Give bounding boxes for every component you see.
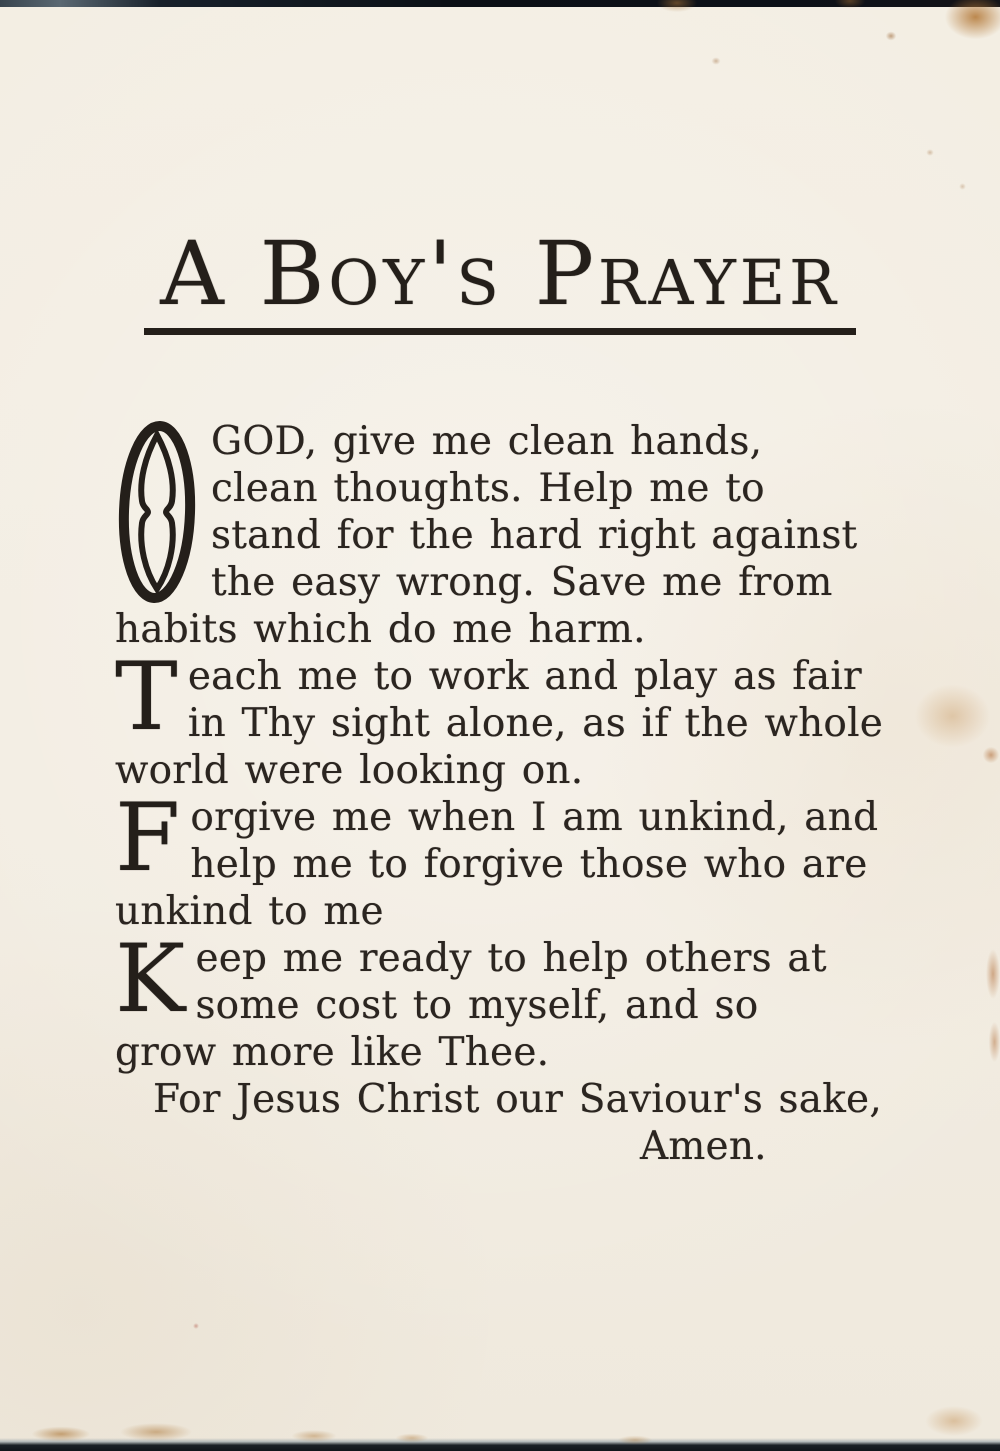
foxing-stain: [710, 56, 722, 66]
foxing-stain: [958, 182, 967, 191]
prayer-line: eep me ready to help others at: [195, 936, 827, 981]
prayer-line: clean thoughts. Help me to: [211, 466, 765, 511]
ornamental-o-initial: [117, 421, 197, 604]
title-block: [0, 222, 1000, 335]
scan-edge-top: [0, 0, 1000, 7]
prayer-text: [115, 418, 954, 1170]
prayer-line: some cost to myself, and so: [195, 983, 759, 1028]
prayer-line: unkind to me: [115, 889, 384, 934]
scan-edge-bottom: [0, 1438, 1000, 1451]
prayer-paragraph-4: [115, 925, 954, 1076]
amen-line: Amen.: [640, 1124, 767, 1169]
closing-line: For Jesus Christ our Saviour's sake,: [153, 1077, 882, 1122]
foxing-stain: [980, 744, 1000, 766]
drop-cap-initial: K: [115, 925, 186, 1034]
prayer-paragraph-2: [115, 643, 954, 794]
page-title: A Boy's Prayer: [144, 230, 856, 335]
prayer-line: in Thy sight alone, as if the whole: [187, 701, 884, 746]
prayer-line: stand for the hard right against: [211, 513, 858, 558]
prayer-line: grow more like Thee.: [115, 1030, 550, 1075]
prayer-line: the easy wrong. Save me from: [211, 560, 833, 605]
prayer-line: world were looking on.: [115, 748, 584, 793]
prayer-paragraph-3: [115, 784, 954, 935]
foxing-stain: [914, 1400, 994, 1442]
foxing-stain: [933, 0, 1000, 48]
prayer-line: orgive me when I am unkind, and: [190, 795, 879, 840]
foxing-stain: [987, 1016, 1000, 1068]
prayer-line: each me to work and play as fair: [187, 654, 862, 699]
prayer-line: help me to forgive those who are: [190, 842, 868, 887]
prayer-line: GOD, give me clean hands,: [211, 419, 763, 464]
foxing-stain: [984, 942, 1000, 1006]
prayer-paragraph-1: [115, 418, 954, 653]
drop-cap-initial: F: [115, 784, 181, 893]
ornamental-o-glyph: [117, 421, 197, 604]
drop-cap-initial: T: [115, 643, 178, 752]
prayer-line: habits which do me harm.: [115, 607, 646, 652]
foxing-stain: [925, 148, 935, 157]
foxing-stain: [884, 30, 898, 42]
foxing-stain: [192, 1322, 200, 1330]
